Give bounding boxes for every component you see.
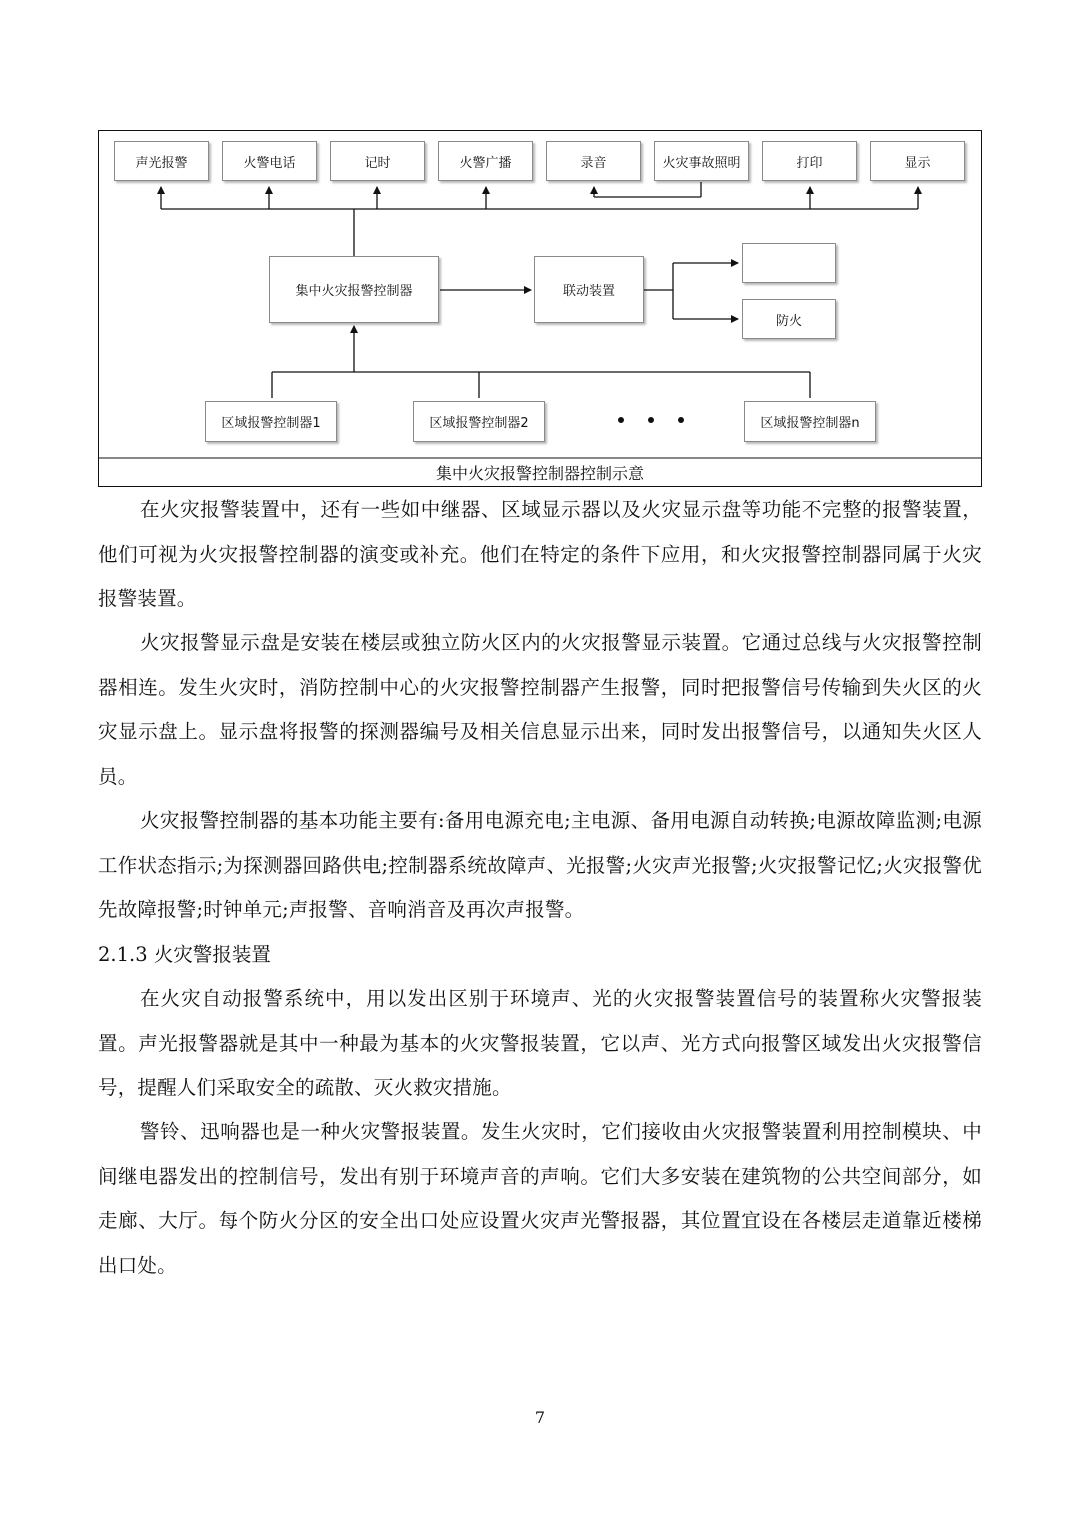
linkage-device-box: 联动装置 (534, 256, 644, 323)
page-number: 7 (534, 1408, 546, 1427)
zone-controller-box-2: 区域报警控制器2 (413, 401, 545, 442)
figure-caption: 集中火灾报警控制器控制示意 (435, 464, 644, 483)
ellipsis-dot (648, 417, 654, 423)
output-box-fire-broadcast: 火警广播 (438, 141, 533, 181)
paragraph-alarm-devices: 在火灾报警装置中，还有一些如中继器、区域显示器以及火灾显示盘等功能不完整的报警装置，他们可视为火灾报警控制器的演变或补充。他们在特定的条件下应用，和火灾报警控制器同属于火灾报警装置。 (98, 498, 982, 610)
output-box-emergency-lighting: 火灾事故照明 (654, 141, 749, 181)
zone-controller-box-n: 区域报警控制器n (744, 401, 876, 442)
linkage-target-box-fire-prevention: 防火 (742, 299, 836, 339)
paragraph-display-panel: 火灾报警显示盘是安装在楼层或独立防火区内的火灾报警显示装置。它通过总线与火灾报警控制器相连。发生火灾时，消防控制中心的火灾报警控制器产生报警，同时把报警信号传输到失火区的火灾显示盘上。显示盘将报警的探测器编号及相关信息显示出来，同时发出报警信号，以通知失火区人员。 (98, 631, 982, 788)
output-box-fire-telephone: 火警电话 (222, 141, 317, 181)
paragraph-alarm-device-definition: 在火灾自动报警系统中，用以发出区别于环境声、光的火灾报警装置信号的装置称火灾警报装置。声光报警器就是其中一种最为基本的火灾警报装置，它以声、光方式向报警区域发出火灾报警信号，提醒人们采取安全的疏散、灭火救灾措施。 (98, 987, 982, 1099)
control-diagram (98, 130, 982, 487)
ellipsis-dot (618, 417, 624, 423)
output-box-timing: 记时 (330, 141, 425, 181)
ellipsis-dot (678, 417, 684, 423)
section-heading: 2.1.3 火灾警报装置 (98, 943, 271, 966)
output-box-print: 打印 (762, 141, 857, 181)
linkage-target-box-empty (742, 243, 836, 283)
zone-controller-box-1: 区域报警控制器1 (205, 401, 337, 442)
output-box-sound-light-alarm: 声光报警 (114, 141, 209, 181)
central-controller-box: 集中火灾报警控制器 (269, 256, 439, 323)
paragraph-controller-functions: 火灾报警控制器的基本功能主要有:备用电源充电;主电源、备用电源自动转换;电源故障监测;电源工作状态指示;为探测器回路供电;控制器系统故障声、光报警;火灾声光报警;火灾报警记忆;火灾报警优先故障报警;时钟单元;声报警、音响消音及再次声报警。 (98, 809, 982, 921)
output-box-display: 显示 (870, 141, 965, 181)
paragraph-bells-and-sounders: 警铃、迅响器也是一种火灾警报装置。发生火灾时，它们接收由火灾报警装置利用控制模块、中间继电器发出的控制信号，发出有别于环境声音的声响。它们大多安装在建筑物的公共空间部分，如走廊、大厅。每个防火分区的安全出口处应设置火灾声光警报器，其位置宜设在各楼层走道靠近楼梯出口处。 (98, 1120, 982, 1277)
output-box-recording: 录音 (546, 141, 641, 181)
